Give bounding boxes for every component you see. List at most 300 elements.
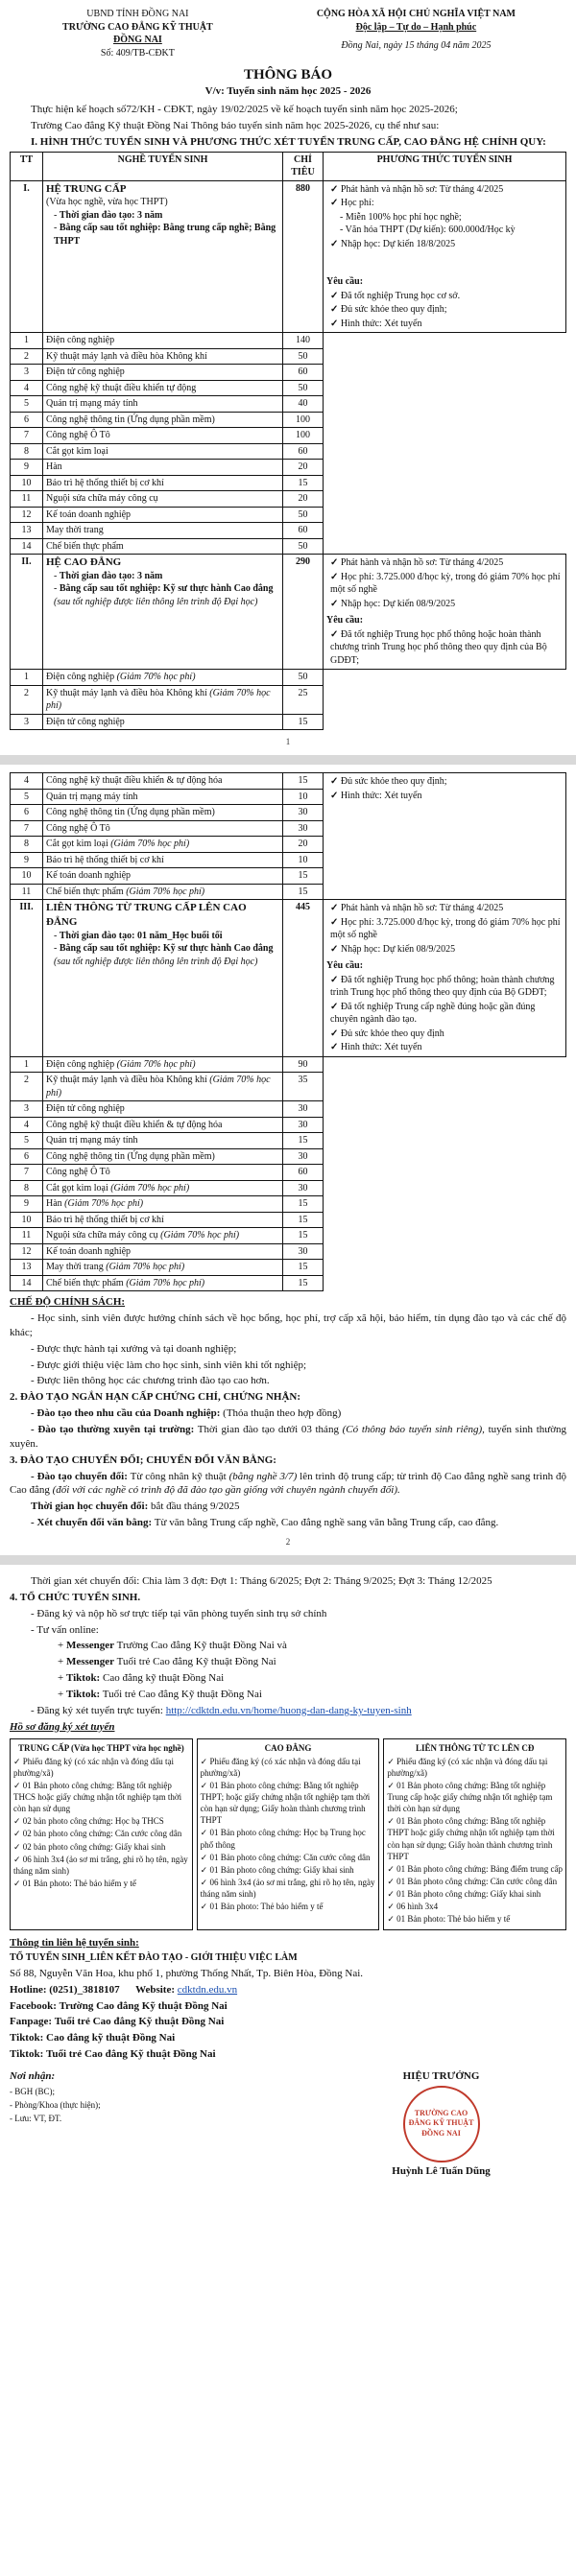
program-name: Kỹ thuật máy lạnh và điều hòa Không khí (Giảm 70% học phí) xyxy=(43,685,283,714)
program-quota: 20 xyxy=(283,837,324,853)
row-number: 8 xyxy=(11,1180,43,1196)
program-quota: 15 xyxy=(283,1196,324,1213)
dossier-boxes xyxy=(10,1738,566,1930)
table-row xyxy=(11,491,566,508)
lt-req-3: ✓ Đủ sức khỏe theo quy định xyxy=(330,1028,563,1041)
recipient-1: - BGH (BC); xyxy=(10,2086,55,2096)
section-3-item-2: Thời gian học chuyển đổi: bắt đầu tháng 9/2025 xyxy=(31,1501,240,1513)
dossier-item: ✓ 01 Bản photo công chứng: Giấy khai sinh xyxy=(201,1864,376,1876)
recipient-3: - Lưu: VT, ĐT. xyxy=(10,2114,62,2124)
page-separator xyxy=(0,755,576,765)
tc-req-2: ✓ Đủ sức khỏe theo quy định; xyxy=(330,303,563,317)
section-2-item-1: - Đào tạo theo nhu cầu của Doanh nghiệp: (Thỏa thuận theo hợp đồng) xyxy=(31,1407,342,1420)
dossier-box-caodang xyxy=(197,1738,380,1930)
section-1-title: I. HÌNH THỨC TUYỂN SINH VÀ PHƯƠNG THỨC XÉT TUYỂN TRUNG CẤP, CAO ĐẲNG HỆ CHÍNH QUY: xyxy=(31,135,546,148)
dossier-box-title: LIÊN THÔNG TỪ TC LÊN CĐ xyxy=(415,1742,535,1753)
page-number: 2 xyxy=(285,1536,291,1547)
fee-note: (Giảm 70% học phí) xyxy=(108,839,190,850)
table-row xyxy=(11,1165,566,1181)
program-name: Hàn (Giảm 70% học phí) xyxy=(43,1196,283,1213)
row-number: III. xyxy=(11,900,43,1057)
program-name: Bảo trì hệ thống thiết bị cơ khí xyxy=(43,1212,283,1228)
contact-section xyxy=(10,1936,566,2062)
section-2 xyxy=(10,1390,566,1451)
tc-req-3: ✓ Hình thức: Xét tuyển xyxy=(330,318,563,331)
row-number: 10 xyxy=(11,1212,43,1228)
program-name: Kế toán doanh nghiệp xyxy=(43,1243,283,1260)
section-3-item-1: - Đào tạo chuyển đổi: Từ công nhân kỹ thuật (bằng nghề 3/7) lên trình độ trung cấp; từ trình độ Cao đẳng nghề sang trình độ Cao đẳng (đối với các nghề có trình độ đã đào tạo gần giống với chuyên ngành chuyển đổi). xyxy=(10,1470,567,1497)
program-quota: 30 xyxy=(283,1243,324,1260)
dossier-item: ✓ 01 Bản photo công chứng: Bằng tốt nghiệp Trung cấp hoặc giấy chứng nhận tốt nghiệp tạm thời còn hạn sử dụng xyxy=(387,1780,563,1814)
contact-title: Thông tin liên hệ tuyển sinh: xyxy=(10,1936,139,1949)
row-number: 13 xyxy=(11,1260,43,1276)
row-number: 6 xyxy=(11,805,43,821)
cd-req-item: ✓ Hình thức: Xét tuyển xyxy=(330,790,563,803)
dossier-item: ✓ 01 Bản photo công chứng: Bằng tốt nghiệp THPT hoặc giấy chứng nhận tốt nghiệp tạm thời còn hạn sử dụng; Giấy hoàn thành chương trình THPT xyxy=(387,1815,563,1862)
program-name: Điện công nghiệp (Giảm 70% học phí) xyxy=(43,670,283,686)
contact-org: TỔ TUYỂN SINH_LIÊN KẾT ĐÀO TẠO - GIỚI THIỆU VIỆC LÀM xyxy=(10,1952,298,1964)
row-number: 12 xyxy=(11,1243,43,1260)
dossier-item: ✓ 01 Bản photo công chứng: Căn cước công dân xyxy=(201,1852,376,1863)
online-tiktok-1: + Tiktok: Cao đẳng kỹ thuật Đồng Nai xyxy=(58,1672,225,1685)
dossier-item: ✓ 01 Bản photo công chứng: Bảng điểm trung cấp xyxy=(387,1863,563,1875)
registration-link[interactable]: http://cdktdn.edu.vn/home/huong-dan-dang-ky-tuyen-sinh xyxy=(165,1704,412,1716)
caodang-header-row xyxy=(11,555,566,670)
online-tiktok-2: + Tiktok: Tuổi trẻ Cao đẳng Kỹ thuật Đồng Nai xyxy=(58,1688,262,1700)
section-2-item-2: - Đào tạo thường xuyên tại trường: Thời gian đào tạo dưới 03 tháng (Có thông báo tuyển sinh riêng), tuyển sinh thường xuyên. xyxy=(10,1424,567,1450)
dossier-box-title: CAO ĐẲNG xyxy=(264,1742,312,1753)
dossier-box-lienthong xyxy=(383,1738,566,1930)
program-name: Công nghệ thông tin (Ứng dụng phần mềm) xyxy=(43,1148,283,1165)
lt-method-1: ✓ Phát hành và nhận hồ sơ: Từ tháng 4/2025 xyxy=(330,902,563,915)
caodang-time: - Thời gian đào tạo: 3 năm xyxy=(54,570,163,581)
contact-tiktok-1: Tiktok: Cao đẳng kỹ thuật Đồng Nai xyxy=(10,2032,176,2044)
lienthong-method xyxy=(324,900,566,1057)
program-name: Kế toán doanh nghiệp xyxy=(43,507,283,523)
official-seal-icon: TRƯỜNG CAO ĐẲNG KỸ THUẬT ĐỒNG NAI xyxy=(403,2086,480,2162)
row-number: 4 xyxy=(11,1117,43,1133)
table-row xyxy=(11,1056,566,1073)
tc-method-2a: - Miễn 100% học phí học nghề; xyxy=(340,211,563,225)
signer-name: Huỳnh Lê Tuấn Dũng xyxy=(392,2164,491,2177)
lienthong-cert: - Bằng cấp sau tốt nghiệp: Kỹ sư thực hành Cao đẳng (sau tốt nghiệp được liên thông lên trình độ Đại học) xyxy=(54,943,274,967)
program-name: Điện công nghiệp (Giảm 70% học phí) xyxy=(43,1056,283,1073)
table-row xyxy=(11,348,566,365)
col-header-tt: TT xyxy=(11,152,43,180)
recipients-title: Nơi nhận: xyxy=(10,2070,56,2083)
dossier-item: ✓ 02 bản photo công chứng: Căn cước công dân xyxy=(13,1828,189,1839)
lienthong-header-row xyxy=(11,900,566,1057)
program-quota: 15 xyxy=(283,1260,324,1276)
trungcap-cert: - Bằng cấp sau tốt nghiệp: Bằng trung cấp nghề; Bằng THPT xyxy=(54,223,276,247)
program-quota: 50 xyxy=(283,670,324,686)
contact-hotline: Hotline: (0251)_3818107 Website: cdktdn.edu.vn xyxy=(10,1983,238,1996)
section-3-title: 3. ĐÀO TẠO CHUYỂN ĐỔI; CHUYỂN ĐỔI VĂN BẰNG: xyxy=(10,1453,276,1466)
program-quota: 25 xyxy=(283,685,324,714)
program-quota: 60 xyxy=(283,1165,324,1181)
program-name: Cắt gọt kim loại (Giảm 70% học phí) xyxy=(43,837,283,853)
col-header-chitieu: CHỈ TIÊU xyxy=(283,152,324,180)
tc-method-3: ✓ Nhập học: Dự kiến 18/8/2025 xyxy=(330,238,563,251)
page-3 xyxy=(0,1565,576,2188)
program-quota: 100 xyxy=(283,412,324,428)
row-number: 7 xyxy=(11,1165,43,1181)
program-name: Điện tử công nghiệp xyxy=(43,714,283,730)
caodang-method xyxy=(324,555,566,670)
program-name: Bảo trì hệ thống thiết bị cơ khí xyxy=(43,475,283,491)
dossier-item: ✓ 06 hình 3x4 (ảo sơ mi trắng, ghi rõ họ tên, ngày tháng năm sinh) xyxy=(201,1877,376,1900)
table-row xyxy=(11,428,566,444)
row-number: 1 xyxy=(11,333,43,349)
row-number: 11 xyxy=(11,884,43,900)
page-separator xyxy=(0,1555,576,1565)
table-row xyxy=(11,538,566,555)
trungcap-method xyxy=(324,180,566,333)
program-name: Công nghệ Ô Tô xyxy=(43,428,283,444)
contact-tiktok-2: Tiktok: Tuổi trẻ Cao đẳng Kỹ thuật Đồng Nai xyxy=(10,2048,216,2061)
row-number: 14 xyxy=(11,538,43,555)
program-name: Nguội sửa chữa máy công cụ (Giảm 70% học phí) xyxy=(43,1228,283,1244)
table-row xyxy=(11,1073,566,1101)
program-quota: 15 xyxy=(283,868,324,885)
lienthong-title: LIÊN THÔNG TỪ TRUNG CẤP LÊN CAO ĐẲNG xyxy=(46,902,247,929)
fee-note: (Giảm 70% học phí) xyxy=(108,1182,190,1193)
table-row xyxy=(11,1196,566,1213)
program-quota: 10 xyxy=(283,789,324,805)
cd-req-1: ✓ Đã tốt nghiệp Trung học phổ thông hoặc hoàn thành chương trình Trung học phổ thông theo quy định của Bộ GDĐT; xyxy=(330,628,563,668)
signature-section xyxy=(10,2068,566,2181)
program-quota: 50 xyxy=(283,380,324,396)
tc-method-1: ✓ Phát hành và nhận hồ sơ: Từ tháng 4/2025 xyxy=(330,183,563,197)
row-number: 1 xyxy=(11,1056,43,1073)
program-quota: 30 xyxy=(283,1180,324,1196)
program-name: Công nghệ thông tin (Ứng dụng phần mềm) xyxy=(43,412,283,428)
table-row xyxy=(11,714,566,730)
website-link[interactable]: cdktdn.edu.vn xyxy=(177,1983,238,1996)
program-quota: 60 xyxy=(283,523,324,539)
doc-title: THÔNG BÁO xyxy=(243,67,333,83)
program-quota: 15 xyxy=(283,1275,324,1291)
program-name: Quản trị mạng máy tính xyxy=(43,789,283,805)
issuer-block xyxy=(10,8,266,59)
dossier-item: ✓ 01 Bản photo công chứng: Học bạ Trung học phổ thông xyxy=(201,1827,376,1850)
row-number: 6 xyxy=(11,1148,43,1165)
program-name: Công nghệ Ô Tô xyxy=(43,1165,283,1181)
row-number: 7 xyxy=(11,820,43,837)
intro-paragraph-1: Thực hiện kế hoạch số72/KH - CĐKT, ngày 19/02/2025 về kế hoạch tuyển sinh năm học 2025-2026; xyxy=(31,104,458,116)
dossier-box-title: TRUNG CẤP (Vừa học THPT vừa học nghề) xyxy=(17,1742,184,1753)
row-number: 4 xyxy=(11,773,43,790)
signer-title: HIỆU TRƯỞNG xyxy=(402,2070,480,2083)
section-4-item-1: - Đăng ký và nộp hồ sơ trực tiếp tại văn phòng tuyển sinh trụ sở chính xyxy=(31,1607,327,1619)
cd-method-3: ✓ Nhập học: Dự kiến 08/9/2025 xyxy=(330,598,563,611)
lienthong-total: 445 xyxy=(283,900,324,1057)
program-name: May thời trang (Giảm 70% học phí) xyxy=(43,1260,283,1276)
page-number: 1 xyxy=(285,737,291,747)
program-quota: 15 xyxy=(283,1228,324,1244)
program-name: Chế biến thực phẩm (Giảm 70% học phí) xyxy=(43,884,283,900)
dossier-item: ✓ Phiếu đăng ký (có xác nhận và đóng dấu tại phường/xã) xyxy=(13,1756,189,1779)
policy-section xyxy=(10,1295,566,1388)
program-quota: 50 xyxy=(283,538,324,555)
row-number: I. xyxy=(11,180,43,333)
program-name: Kỹ thuật máy lạnh và điều hòa Không khí (Giảm 70% học phí) xyxy=(43,1073,283,1101)
program-quota: 15 xyxy=(283,884,324,900)
section-4-item-2: - Tư vấn online: xyxy=(31,1623,99,1636)
admission-table-part-2 xyxy=(10,772,566,1291)
dossier-item: ✓ Phiếu đăng ký (có xác nhận và đóng dấu tại phường/xã) xyxy=(201,1756,376,1779)
table-row xyxy=(11,475,566,491)
program-quota: 20 xyxy=(283,491,324,508)
table-row xyxy=(11,443,566,460)
lt-method-3: ✓ Nhập học: Dự kiến 08/9/2025 xyxy=(330,943,563,957)
row-number: 13 xyxy=(11,523,43,539)
tc-method-2: ✓ Học phí: xyxy=(330,197,563,210)
row-number: 2 xyxy=(11,1073,43,1101)
fee-note: (Giảm 70% học phí) xyxy=(123,886,205,897)
program-name: Kế toán doanh nghiệp xyxy=(43,868,283,885)
lienthong-time: - Thời gian đào tạo: 01 năm_Học buổi tối xyxy=(54,930,223,941)
cd-req-item: ✓ Đủ sức khỏe theo quy định; xyxy=(330,775,563,789)
lt-req-2: ✓ Đã tốt nghiệp Trung cấp nghề đúng hoặc gần đúng chuyên ngành đào tạo. xyxy=(330,1001,563,1027)
table-row xyxy=(11,396,566,413)
issuer-line-2: TRƯỜNG CAO ĐẲNG KỸ THUẬT xyxy=(62,21,213,33)
policy-item-1: - Học sinh, sinh viên được hưởng chính sách về học bổng, học phí, trợ cấp xã hội, bảo hiểm, tín dụng đào tạo và các chế độ khác; xyxy=(10,1312,566,1338)
program-quota: 60 xyxy=(283,365,324,381)
online-messenger-2: + Messenger Tuổi trẻ Cao đẳng Kỹ thuật Đồng Nai xyxy=(58,1656,276,1668)
table-row xyxy=(11,1133,566,1149)
tc-method-2b: - Văn hóa THPT (Dự kiến): 600.000đ/Học kỳ xyxy=(340,224,563,237)
section-2-title: 2. ĐÀO TẠO NGẮN HẠN CẤP CHỨNG CHỈ, CHỨNG NHẬN: xyxy=(10,1391,301,1404)
trungcap-total: 880 xyxy=(283,180,324,333)
program-quota: 60 xyxy=(283,443,324,460)
row-number: 12 xyxy=(11,507,43,523)
contact-address: Số 88, Nguyễn Văn Hoa, khu phố 1, phường Thống Nhất, Tp. Biên Hòa, Đồng Nai. xyxy=(10,1967,364,1979)
table-row xyxy=(11,1212,566,1228)
table-row xyxy=(11,460,566,476)
dossier-item: ✓ 01 Bản photo công chứng: Bằng tốt nghiệp THPT; hoặc giấy chứng nhận tốt nghiệp tạm thời còn hạn sử dụng; Giấy hoàn thành chương trình THPT xyxy=(201,1780,376,1827)
program-name: Quản trị mạng máy tính xyxy=(43,396,283,413)
row-number: 10 xyxy=(11,475,43,491)
table-row xyxy=(11,1117,566,1133)
row-number: 7 xyxy=(11,428,43,444)
issuer-line-3: ĐỒNG NAI xyxy=(112,35,162,45)
row-number: 6 xyxy=(11,412,43,428)
lt-method-2: ✓ Học phí: 3.725.000 đ/học kỳ, trong đó giảm 70% học phí một số nghề xyxy=(330,916,563,942)
cd-method-1: ✓ Phát hành và nhận hồ sơ: Từ tháng 4/2025 xyxy=(330,556,563,570)
program-name: Công nghệ kỹ thuật điều khiển tự động xyxy=(43,380,283,396)
dossier-box-trungcap xyxy=(10,1738,193,1930)
caodang-total: 290 xyxy=(283,555,324,670)
table-row xyxy=(11,507,566,523)
recipients-block xyxy=(10,2068,260,2181)
dossier-item: ✓ 01 Bản photo: Thẻ bảo hiểm y tế xyxy=(13,1878,189,1889)
program-name: Công nghệ kỹ thuật điều khiển & tự động hóa xyxy=(43,1117,283,1133)
lt-req-1: ✓ Đã tốt nghiệp Trung học phổ thông; hoàn thành chương trình Trung học phổ thông theo quy định của Bộ GDĐT; xyxy=(330,974,563,1000)
program-quota: 15 xyxy=(283,1133,324,1149)
row-number: 9 xyxy=(11,1196,43,1213)
row-number: 2 xyxy=(11,685,43,714)
row-number: 9 xyxy=(11,852,43,868)
program-quota: 15 xyxy=(283,1212,324,1228)
tc-req-title: Yêu cầu: xyxy=(326,276,364,288)
table-row xyxy=(11,333,566,349)
recipient-2: - Phòng/Khoa (thực hiện); xyxy=(10,2100,101,2110)
row-number: II. xyxy=(11,555,43,670)
program-quota: 15 xyxy=(283,475,324,491)
table-row xyxy=(11,1148,566,1165)
program-quota: 10 xyxy=(283,852,324,868)
program-name: Cắt gọt kim loại xyxy=(43,443,283,460)
trungcap-title: HỆ TRUNG CẤP xyxy=(46,182,127,195)
caodang-cert: - Bằng cấp sau tốt nghiệp: Kỹ sư thực hành Cao đẳng (sau tốt nghiệp được liên thông lên trình độ Đại học) xyxy=(54,583,274,607)
dossier-item: ✓ Phiếu đăng ký (có xác nhận và đóng dấu tại phường/xã) xyxy=(387,1756,563,1779)
program-name: Chế biến thực phẩm (Giảm 70% học phí) xyxy=(43,1275,283,1291)
signer-block xyxy=(316,2068,566,2181)
col-header-phuongthuc: PHƯƠNG THỨC TUYỂN SINH xyxy=(324,152,566,180)
table-row xyxy=(11,1260,566,1276)
program-quota: 100 xyxy=(283,428,324,444)
row-number: 14 xyxy=(11,1275,43,1291)
trungcap-header-row xyxy=(11,180,566,333)
program-name: Bảo trì hệ thống thiết bị cơ khí xyxy=(43,852,283,868)
row-number: 9 xyxy=(11,460,43,476)
program-name: Công nghệ Ô Tô xyxy=(43,820,283,837)
row-number: 8 xyxy=(11,443,43,460)
trungcap-desc xyxy=(43,180,283,333)
tc-req-1: ✓ Đã tốt nghiệp Trung học cơ sở. xyxy=(330,290,563,303)
contact-facebook: Facebook: Trường Cao đẳng Kỹ thuật Đồng Nai xyxy=(10,1999,228,2012)
table-row xyxy=(11,523,566,539)
section-4-item-3: - Đăng ký xét tuyển trực tuyến: http://cdktdn.edu.vn/home/huong-dan-dang-ky-tuyen-sinh xyxy=(31,1704,412,1716)
program-name: Công nghệ thông tin (Ứng dụng phần mềm) xyxy=(43,805,283,821)
row-number: 10 xyxy=(11,868,43,885)
program-quota: 50 xyxy=(283,348,324,365)
fee-note: (Giảm 70% học phí) xyxy=(114,672,196,683)
page-2 xyxy=(0,765,576,1555)
dossier-item: ✓ 02 bản photo công chứng: Học bạ THCS xyxy=(13,1815,189,1827)
policy-item-2: - Được thực hành tại xưởng và tại doanh nghiệp; xyxy=(31,1342,237,1355)
cd-req-title: Yêu cầu: xyxy=(326,615,364,626)
nation-motto: Độc lập – Tự do – Hạnh phúc xyxy=(355,21,477,33)
table-row xyxy=(11,365,566,381)
table-row xyxy=(11,1180,566,1196)
dossier-item: ✓ 01 Bản photo công chứng: Bằng tốt nghiệp THCS hoặc giấy chứng nhận tốt nghiệp tạm thời còn hạn sử dụng xyxy=(13,1780,189,1814)
program-quota: 15 xyxy=(283,773,324,790)
row-number: 4 xyxy=(11,380,43,396)
caodang-desc xyxy=(43,555,283,670)
program-quota: 90 xyxy=(283,1056,324,1073)
lienthong-desc xyxy=(43,900,283,1057)
dossier-item: ✓ 01 Bản photo: Thẻ bảo hiểm y tế xyxy=(387,1913,563,1925)
nation-title: CỘNG HÒA XÃ HỘI CHỦ NGHĨA VIỆT NAM xyxy=(316,9,516,19)
row-number: 3 xyxy=(11,365,43,381)
lt-req-4: ✓ Hình thức: Xét tuyển xyxy=(330,1041,563,1054)
contact-fanpage: Fanpage: Tuổi trẻ Cao đẳng Kỹ thuật Đồng Nai xyxy=(10,2016,225,2028)
caodang-title: HỆ CAO ĐẲNG xyxy=(46,556,122,569)
policy-item-3: - Được giới thiệu việc làm cho học sinh, sinh viên khi tốt nghiệp; xyxy=(31,1359,307,1371)
row-number: 5 xyxy=(11,396,43,413)
program-quota: 30 xyxy=(283,805,324,821)
lt-req-title: Yêu cầu: xyxy=(326,960,364,972)
dossier-item: ✓ 06 hình 3x4 xyxy=(387,1901,563,1912)
row-number: 11 xyxy=(11,491,43,508)
program-name: Kỹ thuật máy lạnh và điều hòa Không khí xyxy=(43,348,283,365)
program-name: Điện công nghiệp xyxy=(43,333,283,349)
dossier-item: ✓ 01 Bản photo công chứng: Giấy khai sinh xyxy=(387,1888,563,1900)
program-quota: 140 xyxy=(283,333,324,349)
program-quota: 30 xyxy=(283,1101,324,1118)
table-row xyxy=(11,773,566,790)
program-name: May thời trang xyxy=(43,523,283,539)
program-quota: 30 xyxy=(283,820,324,837)
program-name: Chế biến thực phẩm xyxy=(43,538,283,555)
table-header-row xyxy=(11,152,566,180)
nation-block xyxy=(266,8,566,59)
row-number: 8 xyxy=(11,837,43,853)
program-name: Hàn xyxy=(43,460,283,476)
program-name: Nguội sửa chữa máy công cụ xyxy=(43,491,283,508)
program-name: Công nghệ kỹ thuật điều khiển & tự động hóa xyxy=(43,773,283,790)
table-row xyxy=(11,412,566,428)
policy-item-4: - Được liên thông học các chương trình đào tạo cao hơn. xyxy=(31,1375,270,1387)
admission-table-part-1 xyxy=(10,152,566,731)
row-number: 11 xyxy=(11,1228,43,1244)
fee-note: (Giảm 70% học phí) xyxy=(123,1277,205,1288)
program-quota: 50 xyxy=(283,507,324,523)
fee-note: (Giảm 70% học phí) xyxy=(46,1075,271,1099)
caodang-method-cont xyxy=(324,773,566,900)
program-quota: 40 xyxy=(283,396,324,413)
intro-paragraph-2: Trường Cao đẳng Kỹ thuật Đồng Nai Thông báo tuyển sinh năm học 2025-2026, cụ thể như sau: xyxy=(31,119,440,131)
row-number: 2 xyxy=(11,348,43,365)
program-quota: 30 xyxy=(283,1148,324,1165)
row-number: 5 xyxy=(11,1133,43,1149)
online-messenger-1: + Messenger Trường Cao đẳng Kỹ thuật Đồng Nai và xyxy=(58,1640,287,1652)
cd-method-2: ✓ Học phí: 3.725.000 đ/học kỳ, trong đó giảm 70% học phí một số nghề xyxy=(330,571,563,597)
section-3-item-4: Thời gian xét chuyển đổi: Chia làm 3 đợt: Đợt 1: Tháng 6/2025; Đợt 2: Tháng 9/2025; Đợt 3: Tháng 12/2025 xyxy=(31,1575,492,1588)
page-1 xyxy=(0,0,576,755)
section-3-item-3: - Xét chuyển đổi văn bằng: Từ văn bằng Trung cấp nghề, Cao đẳng nghề sang văn bằng Trung cấp, cao đẳng. xyxy=(31,1517,499,1529)
fee-note: (Giảm 70% học phí) xyxy=(103,1262,185,1273)
dossier-item: ✓ 01 Bản photo: Thẻ bảo hiểm y tế xyxy=(201,1901,376,1912)
program-quota: 30 xyxy=(283,1117,324,1133)
fee-note: (Giảm 70% học phí) xyxy=(157,1230,240,1241)
table-row xyxy=(11,1228,566,1244)
trungcap-time: - Thời gian đào tạo: 3 năm xyxy=(54,209,163,221)
fee-note: (Giảm 70% học phí) xyxy=(61,1198,144,1210)
program-name: Điện tử công nghiệp xyxy=(43,365,283,381)
fee-note: (Giảm 70% học phí) xyxy=(46,687,271,712)
table-row xyxy=(11,380,566,396)
document-header xyxy=(10,8,566,59)
program-name: Cắt gọt kim loại (Giảm 70% học phí) xyxy=(43,1180,283,1196)
table-row xyxy=(11,1275,566,1291)
program-quota: 15 xyxy=(283,714,324,730)
row-number: 3 xyxy=(11,1101,43,1118)
dossier-item: ✓ 01 Bản photo công chứng: Căn cước công dân xyxy=(387,1876,563,1887)
row-number: 3 xyxy=(11,714,43,730)
table-row xyxy=(11,670,566,686)
dossier-item: ✓ 02 bản photo công chứng: Giấy khai sinh xyxy=(13,1841,189,1853)
dossier-item: ✓ 06 hình 3x4 (ảo sơ mi trắng, ghi rõ họ tên, ngày tháng năm sinh) xyxy=(13,1854,189,1877)
table-row xyxy=(11,1101,566,1118)
doc-number: Số: 409/TB-CĐKT xyxy=(100,47,175,59)
doc-date: Đồng Nai, ngày 15 tháng 04 năm 2025 xyxy=(341,40,492,51)
program-quota: 35 xyxy=(283,1073,324,1101)
program-name: Điện tử công nghiệp xyxy=(43,1101,283,1118)
policy-title: CHẾ ĐỘ CHÍNH SÁCH: xyxy=(10,1296,126,1309)
